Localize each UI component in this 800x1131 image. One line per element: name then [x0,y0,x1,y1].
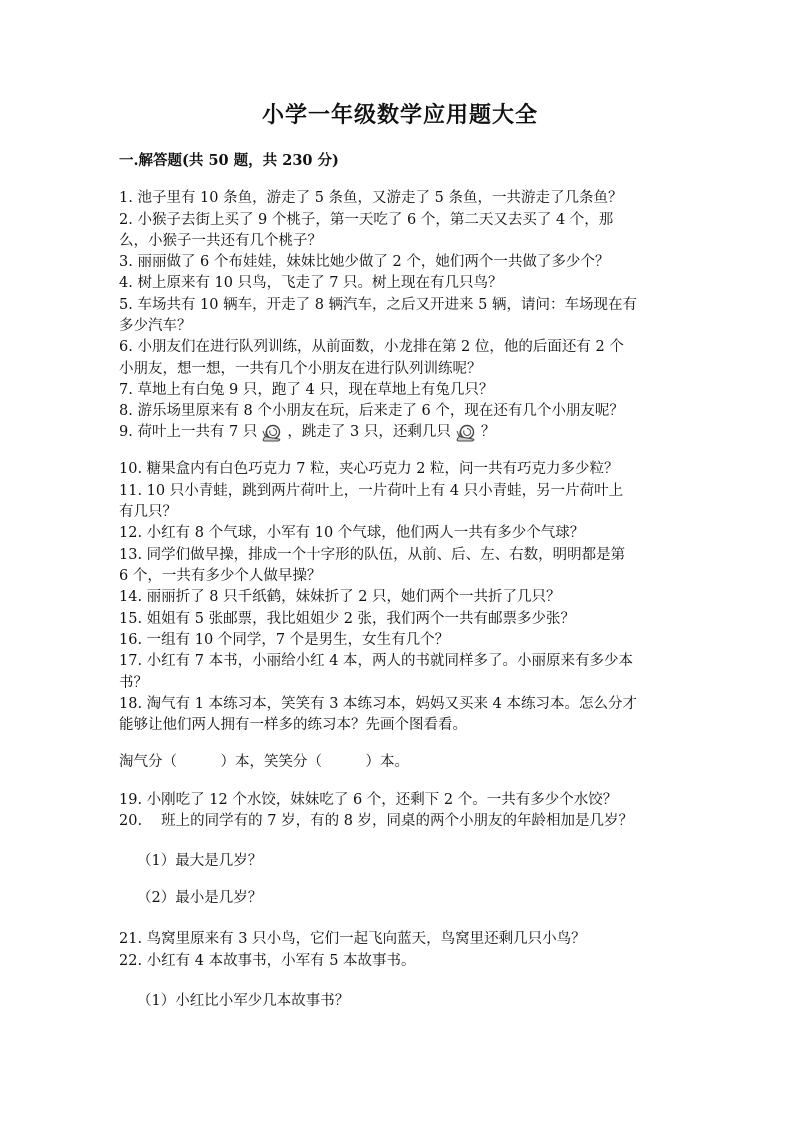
question-line: 么，小猴子一共还有几个桃子？ [119,233,322,249]
question-line: 16. 一组有 10 个同学，7 个是男生，女生有几个？ [119,632,450,648]
question-line: 6 个，一共有多少个人做早操？ [119,568,322,584]
snail-icon [455,423,477,449]
question-line: 17. 小红有 7 本书，小丽给小红 4 本，两人的书就同样多了。小丽原来有多少本 [119,653,634,669]
question-line: 5. 车场共有 10 辆车，开走了 8 辆汽车，之后又开进来 5 辆，请问：车场现在有 [119,297,637,313]
question-line: 书？ [119,675,148,691]
question-line: 1. 池子里有 10 条鱼，游走了 5 条鱼，又游走了 5 条鱼，一共游走了几条鱼？ [119,190,623,206]
snail-icon [261,423,283,449]
question-9-part1: 9. 荷叶上一共有 7 只 [119,424,258,440]
question-line: 有几只？ [119,504,177,520]
question-line: 13. 同学们做早操，排成一个十字形的队伍，从前、后、左、右数，明明都是第 [119,547,626,563]
page-title: 小学一年级数学应用题大全 [261,102,538,128]
question-9-part2: ，跳走了 3 只，还剩几只 [287,424,451,440]
question-line: 18. 淘气有 1 本练习本，笑笑有 3 本练习本，妈妈又买来 4 本练习本。怎么分才 [119,696,637,712]
question-line: 19. 小刚吃了 12 个水饺，妹妹吃了 6 个，还剩下 2 个。一共有多少个水饺？ [119,792,618,808]
question-line: 11. 10 只小青蛙，跳到两片荷叶上，一片荷叶上有 4 只小青蛙，另一片荷叶上 [119,483,624,499]
question-line: 21. 鸟窝里原来有 3 只小鸟，它们一起飞向蓝天，鸟窝里还剩几只小鸟？ [119,931,586,947]
question-line: 3. 丽丽做了 6 个布娃娃，妹妹比她少做了 2 个，她们两个一共做了多少个？ [119,254,610,270]
sub-question: （1）最大是几岁？ [137,853,263,869]
question-line: 15. 姐姐有 5 张邮票，我比姐姐少 2 张，我们两个一共有邮票多少张？ [119,611,576,627]
question-line: 12. 小红有 8 个气球，小军有 10 个气球，他们两人一共有多少个气球？ [119,525,585,541]
question-line: 20. 班上的同学有的 7 岁，有的 8 岁，同桌的两个小朋友的年龄相加是几岁？ [119,813,634,829]
question-line: 6. 小朋友们在进行队列训练，从前面数，小龙排在第 2 位，他的后面还有 2 个 [119,339,624,355]
question-line: 2. 小猴子去街上买了 9 个桃子，第一天吃了 6 个，第二天又去买了 4 个，那 [119,212,614,228]
section-heading: 一.解答题(共 50 题，共 230 分) [119,152,339,169]
sub-question: （1）小红比小军少几本故事书？ [137,993,350,1009]
question-line: 4. 树上原来有 10 只鸟，飞走了 7 只。树上现在有几只鸟？ [119,275,503,291]
question-line: 14. 丽丽折了 8 只千纸鹤，妹妹折了 2 只，她们两个一共折了几只？ [119,589,561,605]
question-line: 22. 小红有 4 本故事书，小军有 5 本故事书。 [119,953,416,969]
question-9 [119,422,495,449]
question-9-part3: ？ [480,424,496,440]
question-line: 能够让他们两人拥有一样多的练习本？先画个图看看。 [119,717,467,733]
question-line: 7. 草地上有白兔 9 只，跑了 4 只，现在草地上有兔几只？ [119,382,494,398]
question-line: 8. 游乐场里原来有 8 个小朋友在玩，后来走了 6 个，现在还有几个小朋友呢？ [119,403,624,419]
sub-question: （2）最小是几岁？ [137,890,263,906]
answer-blank-line: 淘气分（ ）本，笑笑分（ ）本。 [119,754,409,770]
question-line: 10. 糖果盒内有白色巧克力 7 粒，夹心巧克力 2 粒，问一共有巧克力多少粒？ [119,461,619,477]
question-line: 小朋友，想一想，一共有几个小朋友在进行队列训练呢？ [119,361,482,377]
question-line: 多少汽车？ [119,318,192,334]
